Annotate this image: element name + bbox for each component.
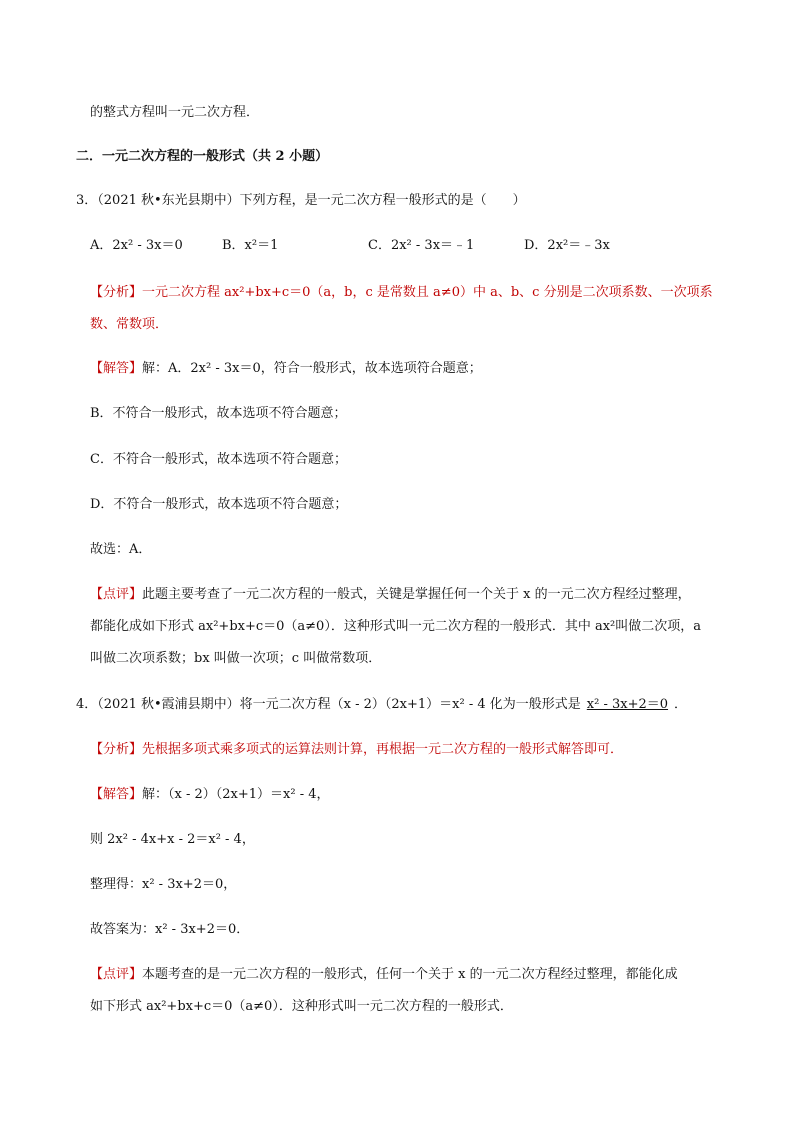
q4-analysis [90,739,623,761]
comment-tag: 【点评】 [90,967,143,982]
q3-choice-d: D．2x²＝﹣3x [524,238,610,253]
q3-choice-c: C．2x² - 3x＝﹣1 [368,238,475,253]
comment-text: 本题考查的是一元二次方程的一般形式，任何一个关于 x 的一元二次方程经过整理，都能化成 [142,967,678,982]
section-heading: 二．一元二次方程的一般形式（共 2 小题） [76,149,329,164]
analysis-tag: 【分析】 [90,742,143,757]
solution-text: 解：A．2x² - 3x＝0，符合一般形式，故本选项符合题意； [142,361,482,376]
q3-analysis-line-2: 数、常数项． [90,317,169,332]
q3-solution-line-b: B．不符合一般形式，故本选项不符合题意； [90,406,347,421]
q4-stem-text: 4．（2021 秋•霞浦县期中）将一元二次方程（x - 2）（2x+1）＝x² - 4 化为一般形式是 [76,697,581,712]
q4-stem-end: ． [674,697,688,712]
analysis-text: 先根据多项式乘多项式的运算法则计算，再根据一元二次方程的一般形式解答即可． [142,742,624,757]
comment-tag: 【点评】 [90,587,143,602]
q3-choice-a: A．2x² - 3x＝0 [90,238,183,253]
q4-solution-line-2: 则 2x² - 4x+x - 2＝x² - 4， [90,832,255,847]
q3-final-answer: 故选：A． [90,542,152,557]
solution-tag: 【解答】 [90,361,143,376]
q3-solution-line-1 [90,358,482,380]
q3-comment-line-3: 叫做二次项系数；bx 叫做一次项；c 叫做常数项． [90,651,382,666]
comment-text: 此题主要考查了一元二次方程的一般式，关键是掌握任何一个关于 x 的一元二次方程经过整理， [142,587,691,602]
q4-comment-line-2: 如下形式 ax²+bx+c＝0（a≠0）．这种形式叫一元二次方程的一般形式． [90,999,513,1014]
solution-tag: 【解答】 [90,787,143,802]
solution-text: 解：（x - 2）（2x+1）＝x² - 4， [142,787,330,802]
q4-answer-blank: x² - 3x+2＝0 [586,697,669,712]
q4-solution-line-3: 整理得：x² - 3x+2＝0， [90,877,237,892]
question-3-stem: 3．（2021 秋•东光县期中）下列方程，是一元二次方程一般形式的是（ ） [76,193,526,208]
q3-comment-line-1 [90,584,691,606]
continued-text: 的整式方程叫一元二次方程． [90,105,260,120]
q4-comment-line-1 [90,964,678,986]
q3-solution-line-d: D．不符合一般形式，故本选项不符合题意； [90,497,348,512]
q4-final-answer: 故答案为：x² - 3x+2＝0． [90,922,250,937]
q3-analysis-line-1 [90,282,713,304]
q3-solution-line-c: C．不符合一般形式，故本选项不符合题意； [90,452,347,467]
q3-choice-b: B．x²＝1 [222,238,279,253]
analysis-text: 一元二次方程 ax²+bx+c＝0（a，b，c 是常数且 a≠0）中 a、b、c 分别是二次项系数、一次项系 [142,285,713,300]
question-4-stem [76,694,687,716]
analysis-tag: 【分析】 [90,285,143,300]
q4-solution-line-1 [90,784,330,806]
q3-comment-line-2: 都能化成如下形式 ax²+bx+c＝0（a≠0）．这种形式叫一元二次方程的一般形式．其中 ax²叫做二次项，a [90,619,702,634]
